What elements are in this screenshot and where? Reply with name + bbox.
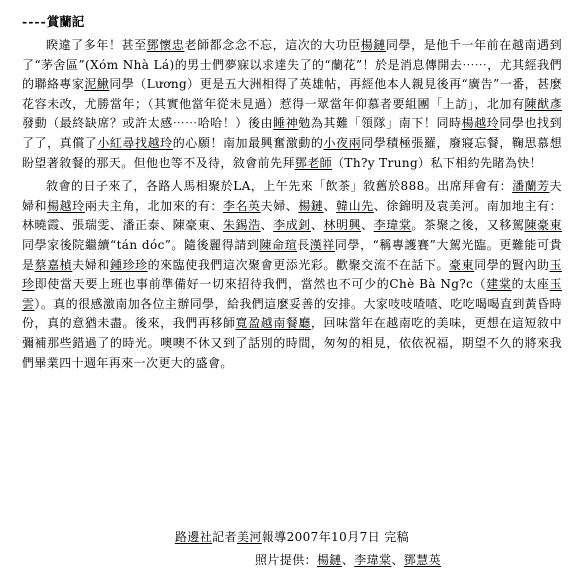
text-run: 即使當天要上班也事前準備好一切來招待我們，當然也不可少的Chè Bà Ng?c（ — [34, 277, 487, 292]
underlined-name: 小紅尋找越玲 — [97, 135, 173, 150]
text-run: 勉為其難「領隊」南下！同時 — [298, 116, 462, 131]
article-byline — [0, 528, 584, 546]
underlined-name: 建棠 — [486, 277, 512, 292]
text-run: 、 — [341, 553, 355, 567]
text-run: 睽違了多年！甚至 — [46, 38, 147, 52]
underlined-name: 李瑋棠 — [373, 218, 412, 233]
text-run: 同學（Lương）更是五大洲相得了英雄帖，再經他本人親見後再“廣告”一番，甚麼花容未改，尤勝當年；（其實他當年從未見過）惹得一眾當年仰慕者要組團「上訪」，北加有 — [22, 77, 562, 111]
text-run: 的來臨使我們這次聚會更添光彩。歡聚交流不在話下。 — [147, 257, 450, 272]
underlined-name: 楊鏈 — [360, 38, 386, 52]
text-run: 照片提供： — [255, 553, 318, 567]
text-run: 夫婦、 — [260, 198, 299, 213]
text-run: 、 — [260, 218, 274, 233]
underlined-name: 楊鏈 — [298, 198, 324, 213]
underlined-name: 李瑋棠 — [354, 553, 392, 567]
text-run: 同學，“稱專護賽”大駕光臨。更難能可貴是 — [22, 237, 562, 272]
text-run: 夫婦和 — [72, 257, 110, 272]
underlined-name: 李名英 — [222, 198, 261, 213]
text-run: 記者 — [212, 530, 237, 544]
underlined-name: 陳猷彥 — [524, 96, 562, 111]
underlined-name: 寬盈越南餐廳 — [235, 316, 311, 331]
text-run: 長 — [297, 237, 310, 252]
underlined-name: 玉雲 — [22, 277, 562, 311]
underlined-name: 鄧慧英 — [403, 553, 442, 567]
underlined-name: 豪東 — [449, 257, 475, 272]
underlined-name: 玉珍 — [22, 257, 562, 292]
underlined-name: 鄧老師 — [294, 155, 333, 170]
text-run: 敘會的日子來了，各路人馬相聚於LA，上午先來「飲茶」敘舊於888。出席拜會有： — [46, 179, 513, 194]
underlined-name: 小夜兩 — [323, 135, 362, 150]
text-run: 兩夫主角，北加來的有： — [84, 198, 223, 213]
underlined-name: 陳豪東 — [524, 218, 563, 233]
text-run: 報導2007年10月7日 完稿 — [261, 530, 410, 544]
article-paragraph — [22, 36, 562, 173]
text-run: 、 — [391, 553, 404, 567]
underlined-name: 朱錫浩 — [222, 218, 261, 233]
text-run: 、 — [310, 218, 324, 233]
text-run: 的太座 — [511, 277, 550, 292]
text-run: 發動（最終缺席？或許太感⋯⋯哈哈！）後由 — [22, 116, 274, 131]
text-run: 。茶聚之後，又移駕 — [411, 218, 525, 233]
underlined-name: 韓山先 — [336, 198, 374, 213]
text-run: 、徐錦明及袁美河。南加地主有：林曉霞、張瑞雯、潘正泰、陳豪東、 — [22, 198, 562, 233]
photo-credits — [255, 551, 441, 569]
article-title: 賞蘭記 — [46, 14, 85, 29]
underlined-name: 楊越玲 — [461, 116, 500, 131]
underlined-name: 陳命瑄 — [259, 237, 298, 252]
text-run: ，回味當年在越南吃的美味，更想在這短敘中彌補那些錯過了的時光。噢噢不休又到了話別的時間，匆匆的相見，依依祝福，期望不久的將來我們畢業四十週年再來一次更大的盛會。 — [22, 316, 562, 370]
text-run: 同學也找到了了，真償了 — [22, 116, 562, 150]
article-heading — [22, 14, 562, 32]
text-run: 同學，是他千一年前在越南遇到了“茅舍區”(Xóm Nhà Lá)的男士們夢寐以求達失了的“蘭花”！於是消息傳開去⋯⋯，尤其經我們的聯絡專家 — [22, 38, 562, 92]
underlined-name: 漢祥 — [309, 237, 335, 252]
underlined-name: 美河 — [236, 530, 262, 544]
text-run: 老師都念念不忘，這次的大功臣 — [184, 38, 361, 52]
underlined-name: 路邊社 — [174, 530, 213, 544]
underlined-name: 楊鏈 — [317, 553, 342, 567]
underlined-name: 蔡嘉楨 — [34, 257, 73, 272]
underlined-name: 李成釗 — [273, 218, 311, 233]
underlined-name: 睡神 — [273, 116, 299, 131]
heading-dashes: ---- — [22, 14, 47, 29]
underlined-name: 鍾珍珍 — [109, 257, 148, 272]
underlined-name: 楊越玲 — [47, 198, 85, 213]
article-paragraph — [22, 177, 562, 373]
underlined-name: 泥鰍 — [84, 77, 110, 92]
text-run: 、 — [323, 198, 337, 213]
text-run: （Th?y Trung）私下相約先睹為快！ — [332, 155, 543, 170]
text-run: 同學的賢內助 — [474, 257, 550, 272]
underlined-name: 林明興 — [323, 218, 362, 233]
text-run: ）。真的很感激南加各位主辦同學，給我們這麼妥善的安排。大家吱吱喳喳、吃吃喝喝直到黃昏時份，真的意猶未盡。後來，我們再移師 — [22, 296, 562, 331]
text-run: 的心願！南加最興奮激動的 — [172, 135, 324, 150]
text-run: 同學家後院繼續“tán dóc”。隨後麗得請到 — [22, 237, 260, 252]
underlined-name: 潘蘭芳 — [512, 179, 550, 194]
text-run: 同學積極張羅，廢寢忘餐，鞠思慕想盼望著敘餐的那天。但他也等不及待，敘會前先拜 — [22, 135, 562, 170]
underlined-name: 鄧懷忠 — [146, 38, 185, 52]
text-run: 、 — [361, 218, 374, 233]
text-run: 夫婦和 — [22, 179, 562, 213]
